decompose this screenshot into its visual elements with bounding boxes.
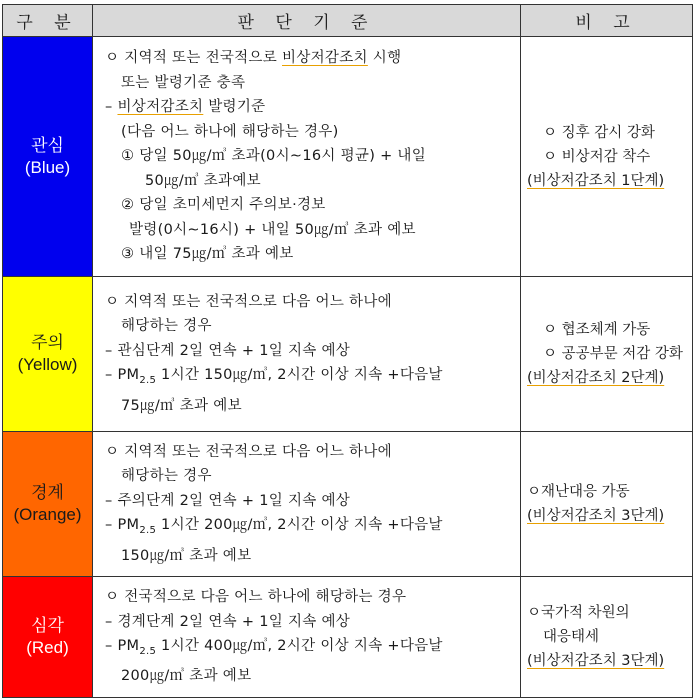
criteria-line: ㅇ 지역적 또는 전국적으로 다음 어느 하나에 xyxy=(105,293,392,310)
level-name: 주의 xyxy=(31,333,64,352)
criteria-line: – 관심단계 2일 연속 + 1일 지속 예상 xyxy=(105,342,351,359)
remark-line: (비상저감조치 3단계) xyxy=(527,653,665,669)
header-remarks: 비 고 xyxy=(521,5,693,37)
remarks-cell-red xyxy=(521,577,693,698)
level-name: 심각 xyxy=(31,616,64,635)
remark-line: 대응태세 xyxy=(543,629,600,645)
remark-line: (비상저감조치 2단계) xyxy=(527,370,665,386)
criteria-line: 150㎍/㎥ 초과 예보 xyxy=(121,547,252,564)
criteria-line-highlight: 비상저감조치 xyxy=(117,99,204,116)
criteria-line: – $PM_{2.5}$ 1시간 150㎍/㎥, 2시간 이상 지속 +다음날 xyxy=(105,367,443,387)
level-color-name: (Red) xyxy=(26,638,69,657)
remark-line: ㅇ 징후 감시 강화 xyxy=(543,124,655,141)
table-row-blue xyxy=(3,37,693,277)
level-name: 관심 xyxy=(31,135,64,155)
criteria-line: 해당하는 경우 xyxy=(121,318,212,335)
table-row-red xyxy=(3,577,693,698)
criteria-line: ㅇ 전국적으로 다음 어느 하나에 해당하는 경우 xyxy=(105,589,407,606)
level-cell-yellow xyxy=(3,277,93,432)
criteria-cell-red xyxy=(93,577,521,698)
level-color-name: (Blue) xyxy=(24,157,71,177)
level-cell-blue xyxy=(3,37,93,277)
criteria-line: – $PM_{2.5}$ 1시간 400㎍/㎥, 2시간 이상 지속 +다음날 xyxy=(105,638,443,657)
level-cell-orange xyxy=(3,432,93,577)
remark-line: ㅇ 비상저감 착수 xyxy=(543,148,651,165)
table-header-row xyxy=(3,5,693,37)
header-category: 구 분 xyxy=(3,5,93,37)
remark-line: (비상저감조치 1단계) xyxy=(527,172,665,189)
criteria-line: 발령(0시∼16시) + 내일 50㎍/㎥ 초과 예보 xyxy=(129,221,416,238)
criteria-line: (다음 어느 하나에 해당하는 경우) xyxy=(121,123,339,140)
criteria-line: – 경계단계 2일 연속 + 1일 지속 예상 xyxy=(105,613,351,630)
level-cell-red xyxy=(3,577,93,698)
header-criteria: 판 단 기 준 xyxy=(93,5,521,37)
criteria-line: ① 당일 50㎍/㎥ 초과(0시∼16시 평균) + 내일 xyxy=(121,148,427,165)
criteria-line: ③ 내일 75㎍/㎥ 초과 예보 xyxy=(121,246,294,263)
table-row-orange xyxy=(3,432,693,577)
criteria-line: 또는 발령기준 충족 xyxy=(121,74,246,91)
criteria-line: 200㎍/㎥ 초과 예보 xyxy=(121,668,252,685)
criteria-line: 해당하는 경우 xyxy=(121,468,212,485)
criteria-line: – 비상저감조치 발령기준 xyxy=(105,99,266,116)
criteria-line: ㅇ 지역적 또는 전국적으로 비상저감조치 시행 xyxy=(105,50,402,67)
criteria-line: – $PM_{2.5}$ 1시간 200㎍/㎥, 2시간 이상 지속 +다음날 xyxy=(105,517,443,537)
criteria-line: 50㎍/㎥ 초과예보 xyxy=(145,172,261,189)
criteria-line: ② 당일 초미세먼지 주의보·경보 xyxy=(121,197,326,214)
criteria-cell-blue xyxy=(93,37,521,277)
remark-line: ㅇ국가적 차원의 xyxy=(527,605,630,621)
level-color-name: (Yellow) xyxy=(17,355,78,374)
remark-line: ㅇ재난대응 가동 xyxy=(527,484,630,500)
remark-line: (비상저감조치 3단계) xyxy=(527,508,665,524)
table-row-yellow xyxy=(3,277,693,432)
criteria-line: 75㎍/㎥ 초과 예보 xyxy=(121,397,242,414)
level-color-name: (Orange) xyxy=(13,505,82,524)
remarks-cell-blue xyxy=(521,37,693,277)
criteria-cell-orange xyxy=(93,432,521,577)
criteria-line: – 주의단계 2일 연속 + 1일 지속 예상 xyxy=(105,492,351,509)
remark-line: ㅇ 공공부문 저감 강화 xyxy=(543,346,683,362)
remarks-cell-orange xyxy=(521,432,693,577)
criteria-cell-yellow xyxy=(93,277,521,432)
alert-criteria-table xyxy=(2,4,693,698)
remarks-cell-yellow xyxy=(521,277,693,432)
remark-line: ㅇ 협조체계 가동 xyxy=(543,322,651,338)
level-name: 경계 xyxy=(31,483,64,502)
criteria-line-highlight: 비상저감조치 xyxy=(282,50,368,67)
criteria-line: ㅇ 지역적 또는 전국적으로 다음 어느 하나에 xyxy=(105,443,392,460)
